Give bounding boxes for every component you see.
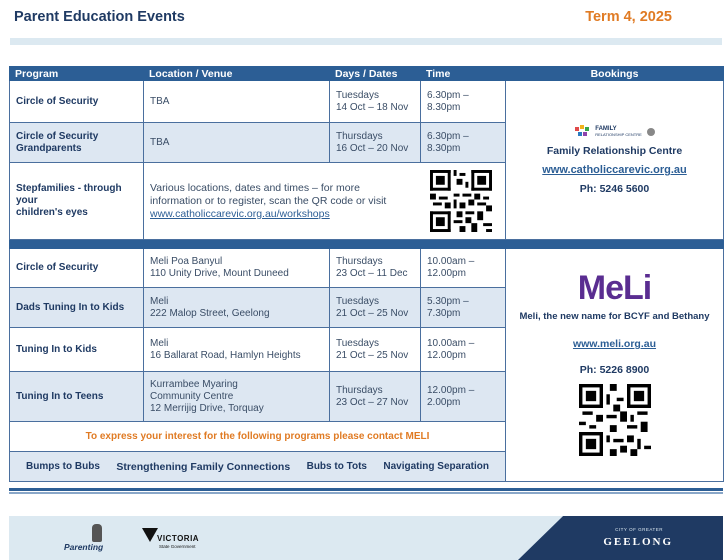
program-cell: Tuning In to Teens	[10, 372, 144, 422]
time-cell	[421, 328, 506, 372]
meli-booking-cell	[506, 249, 724, 482]
program-strengthening-family: Strengthening Family Connections	[116, 460, 291, 473]
days-cell	[330, 288, 421, 328]
table-row	[10, 249, 724, 288]
location-cell	[144, 249, 330, 288]
dates-text: 23 Oct – 27 Nov	[336, 396, 409, 408]
venue-address: 12 Merrijig Drive, Torquay	[150, 402, 264, 414]
header-divider	[10, 38, 722, 45]
time-start: 10.00am –	[427, 256, 475, 267]
frc-name: Family Relationship Centre	[546, 145, 683, 157]
time-start: 10.00am –	[427, 337, 475, 349]
bottom-rule	[9, 488, 723, 491]
days-text: Tuesdays	[336, 337, 379, 349]
time-start: 5.30pm –	[427, 295, 469, 307]
program-line: Stepfamilies - through your	[16, 183, 122, 206]
time-cell	[421, 249, 506, 288]
venue-name-2: Community Centre	[150, 390, 234, 402]
program-cell: Dads Tuning In to Kids	[10, 288, 144, 328]
location-cell	[144, 328, 330, 372]
frc-logo-icon	[573, 125, 591, 139]
victoria-triangle-icon	[142, 528, 158, 542]
program-line: children's eyes	[16, 207, 88, 218]
stepfamilies-info-cell	[144, 163, 506, 240]
qr-code-icon[interactable]	[430, 170, 492, 232]
table-row	[10, 81, 724, 123]
time-cell	[421, 81, 506, 123]
time-end: 12.00pm	[427, 268, 466, 279]
page-header	[0, 0, 726, 40]
bottom-rule-light	[9, 492, 723, 494]
program-cell	[10, 123, 144, 163]
program-line: Circle of Security	[16, 130, 99, 142]
frc-website-link[interactable]: www.catholiccarevic.org.au	[542, 164, 687, 176]
location-cell: TBA	[144, 81, 330, 123]
dates-text: 16 Oct – 20 Nov	[336, 142, 409, 154]
page-title: Parent Education Events	[14, 9, 185, 25]
location-cell: TBA	[144, 123, 330, 163]
program-cell	[10, 163, 144, 240]
days-text: Thursdays	[336, 256, 383, 267]
col-days: Days / Dates	[330, 67, 421, 81]
venue-name: Meli Poa Banyul	[150, 256, 223, 267]
days-text: Thursdays	[336, 384, 383, 396]
meli-subtitle: Meli, the new name for BCYF and Bethany	[519, 311, 710, 322]
victoria-subtitle: State Government	[159, 544, 196, 549]
table-header-row	[10, 67, 724, 81]
days-text: Tuesdays	[336, 295, 379, 307]
venue-name: Meli	[150, 295, 169, 307]
geelong-small-text: CITY OF GREATER	[615, 527, 663, 532]
program-line: Grandparents	[16, 142, 82, 154]
frc-phone: Ph: 5246 5600	[579, 183, 650, 195]
dates-text: 21 Oct – 25 Nov	[336, 307, 409, 319]
events-table	[9, 66, 724, 482]
venue-address: 110 Unity Drive, Mount Duneed	[150, 268, 289, 279]
program-cell: Circle of Security	[10, 81, 144, 123]
footer-banner	[9, 516, 723, 560]
meli-phone: Ph: 5226 8900	[579, 364, 650, 376]
program-bumps-to-bubs: Bumps to Bubs	[26, 460, 100, 472]
section-separator	[10, 240, 724, 249]
col-bookings: Bookings	[506, 67, 724, 81]
venue-address: 16 Ballarat Road, Hamlyn Heights	[150, 349, 301, 361]
time-cell	[421, 123, 506, 163]
time-start: 6.30pm –	[427, 89, 469, 101]
time-end: 8.30pm	[427, 142, 461, 154]
other-programs-cell	[10, 452, 506, 482]
dates-text: 14 Oct – 18 Nov	[336, 101, 409, 113]
days-cell	[330, 123, 421, 163]
info-line: Various locations, dates and times – for more	[150, 181, 360, 194]
frc-logo-text-2: RELATIONSHIP CENTRE	[595, 132, 642, 137]
meli-website-link[interactable]: www.meli.org.au	[572, 338, 657, 350]
geelong-logo: GEELONG	[603, 536, 673, 548]
qr-code-icon[interactable]	[579, 384, 651, 456]
col-program: Program	[10, 67, 144, 81]
parenting-figure-icon	[92, 524, 102, 542]
separator-bar	[10, 240, 724, 249]
days-cell	[330, 328, 421, 372]
victoria-logo: VICTORIA	[157, 534, 200, 543]
other-programs-list	[16, 461, 499, 473]
dates-text: 23 Oct – 11 Dec	[336, 268, 408, 279]
frc-logo-text	[595, 126, 642, 138]
days-text: Tuesdays	[336, 89, 379, 101]
program-cell: Tuning In to Kids	[10, 328, 144, 372]
location-cell	[144, 372, 330, 422]
time-start: 12.00pm –	[427, 384, 475, 396]
meli-logo: MeLi	[577, 269, 652, 307]
days-text: Thursdays	[336, 130, 383, 142]
program-cell: Circle of Security	[10, 249, 144, 288]
frc-logo	[512, 125, 717, 139]
days-cell	[330, 81, 421, 123]
time-end: 12.00pm	[427, 349, 466, 361]
location-cell	[144, 288, 330, 328]
info-line: information or to register, scan the QR code or visit	[150, 194, 387, 207]
venue-name: Kurrambee Myaring	[150, 378, 238, 390]
frc-logo-text-1: FAMILY	[595, 126, 617, 132]
program-bubs-to-tots: Bubs to Tots	[306, 460, 367, 472]
coat-of-arms-icon	[646, 127, 656, 137]
frc-booking-cell	[506, 81, 724, 240]
interest-note: To express your interest for the following programs please contact MELI	[10, 422, 506, 452]
program-navigating-separation: Navigating Separation	[383, 460, 489, 472]
parenting-logo: Parenting	[64, 542, 104, 552]
dates-text: 21 Oct – 25 Nov	[336, 349, 409, 361]
time-end: 2.00pm	[427, 396, 461, 408]
days-cell	[330, 249, 421, 288]
col-time: Time	[421, 67, 506, 81]
time-end: 8.30pm	[427, 101, 461, 113]
time-cell	[421, 288, 506, 328]
workshops-link[interactable]: www.catholiccarevic.org.au/workshops	[150, 207, 330, 220]
stepfamilies-info	[150, 182, 412, 221]
time-end: 7.30pm	[427, 307, 461, 319]
time-cell	[421, 372, 506, 422]
col-location: Location / Venue	[144, 67, 330, 81]
term-label: Term 4, 2025	[585, 9, 672, 25]
days-cell	[330, 372, 421, 422]
venue-address: 222 Malop Street, Geelong	[150, 307, 270, 319]
venue-name: Meli	[150, 337, 169, 349]
time-start: 6.30pm –	[427, 130, 469, 142]
